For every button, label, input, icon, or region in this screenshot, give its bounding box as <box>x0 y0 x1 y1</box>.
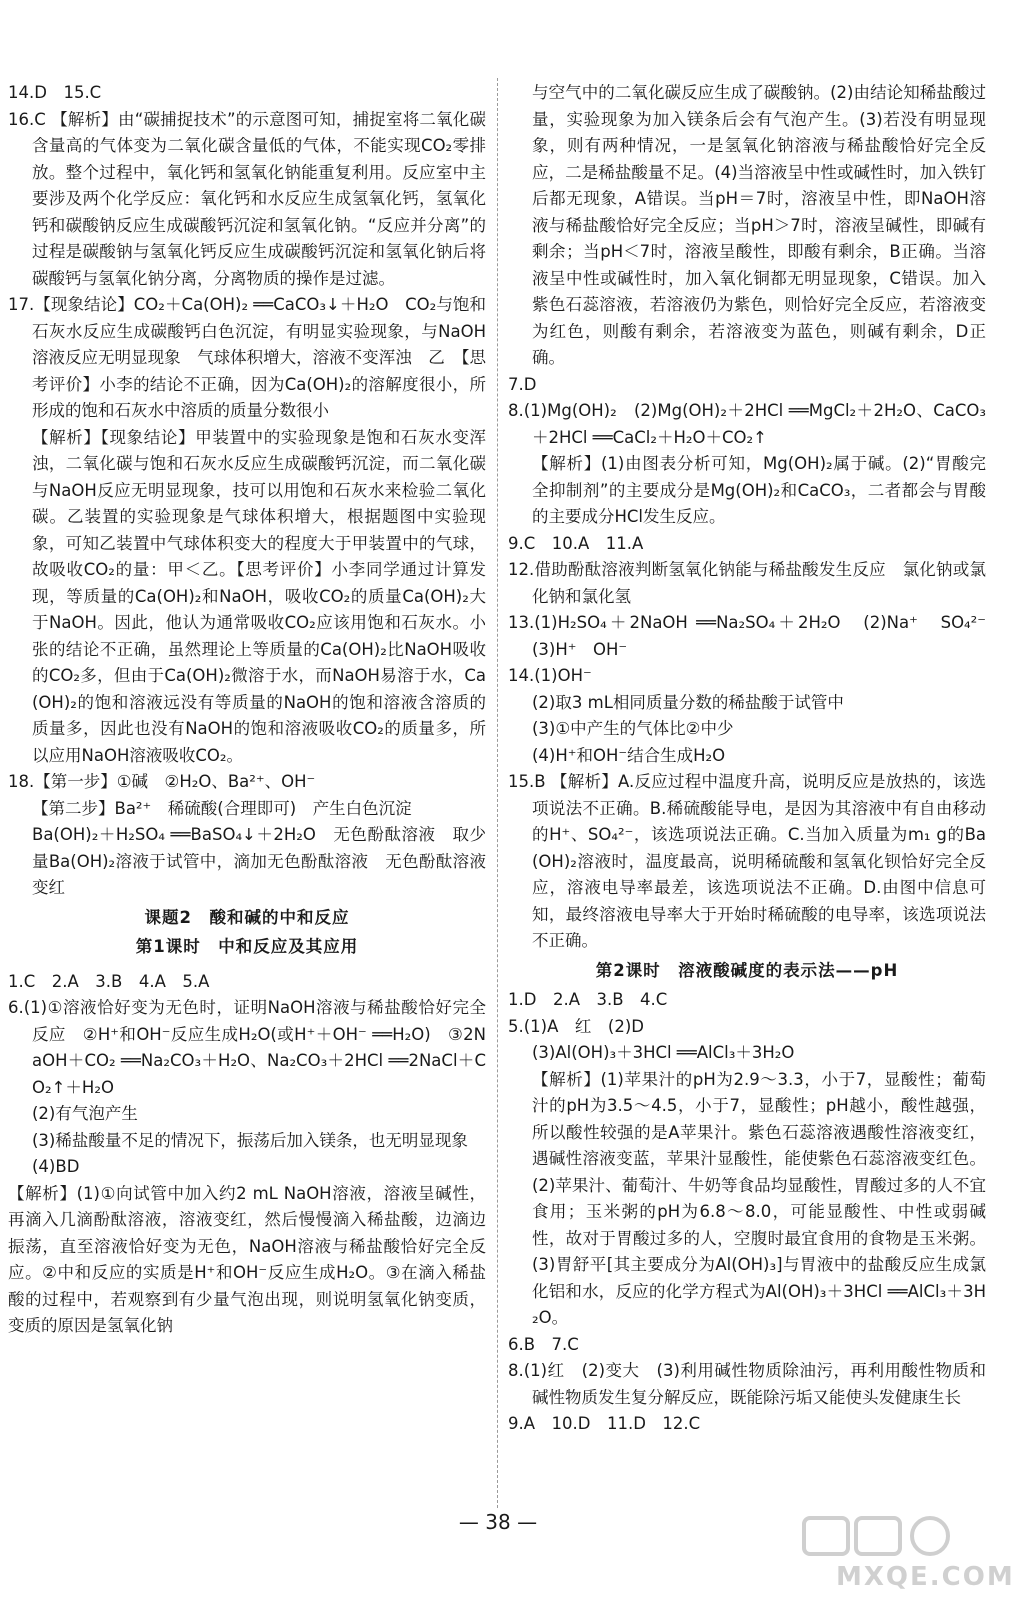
right-column-paragraph: 【解析】(1)苹果汁的pH为2.9～3.3，小于7，显酸性；葡萄汁的pH为3.5～4.5，小于7，显酸性；pH越小，酸性越强，所以酸性较强的是A苹果汁。紫色石蕊溶液遇酸性溶液变红，遇碱性溶液变蓝，苹果汁显酸性，能使紫色石蕊溶液变红色。(2)苹果汁、葡萄汁、牛奶等食品均显酸性，胃酸过多的人不宜食用；玉米粥的pH为6.8～8.0，可能显酸性、中性或弱碱性，故对于胃酸过多的人，空腹时最宜食用的食物是玉米粥。(3)胃舒平[其主要成分为Al(OH)₃]与胃液中的盐酸反应生成氯化铝和水，反应的化学方程式为Al(OH)₃＋3HCl ══AlCl₃＋3H₂O。 <box>532 1069 986 1327</box>
left-column-paragraph: (3)稀盐酸量不足的情况下，振荡后加入镁条，也无明显现象 <box>32 1130 468 1150</box>
left-column <box>8 80 486 1340</box>
right-column <box>508 80 1003 1438</box>
left-column-paragraph: 课题2 酸和碱的中和反应 <box>144 907 350 927</box>
right-column-paragraph: 7.D <box>508 374 537 394</box>
left-column-paragraph: 【解析】(1)①向试管中加入约2 mL NaOH溶液，溶液呈碱性，再滴入几滴酚酞溶液，溶液变红，然后慢慢滴入稀盐酸，边滴边振荡，直至溶液恰好变为无色，NaOH溶液与稀盐酸恰好完全反应。②中和反应的实质是H⁺和OH⁻反应生成H₂O。③在滴入稀盐酸的过程中，若观察到有少量气泡出现，则说明氢氧化钠变质，变质的原因是氢氧化钠 <box>8 1183 486 1335</box>
left-column-paragraph: 18.【第一步】①碱 ②H₂O、Ba²⁺、OH⁻ <box>8 772 316 791</box>
right-column-paragraph: 8.(1)红 (2)变大 (3)利用碱性物质除油污，再利用酸性物质和碱性物质发生复分解反应，既能除污垢又能使头发健康生长 <box>508 1361 986 1407</box>
left-column-paragraph: 1.C 2.A 3.B 4.A 5.A <box>8 971 210 991</box>
left-column-paragraph: 【解析】【现象结论】甲装置中的实验现象是饱和石灰水变浑浊，二氧化碳与饱和石灰水反应生成碳酸钙沉淀，而二氧化碳与NaOH反应无明显现象，技可以用饱和石灰水来检验二氧化碳。乙装置的实验现象是气球体积增大，根据题图中实验现象，可知乙装置中气球体积变大的程度大于甲装置中的气球，故吸收CO₂的量：甲＜乙。【思考评价】小李同学通过计算发现，等质量的Ca(OH)₂和NaOH，吸收CO₂的质量Ca(OH)₂大于NaOH。因此，他认为通常吸收CO₂应该用饱和石灰水。小张的结论不正确，虽然理论上等质量的Ca(OH)₂比NaOH吸收的CO₂多，但由于Ca(OH)₂微溶于水，而NaOH易溶于水，Ca(OH)₂的饱和溶液远没有等质量的NaOH的饱和溶液含溶质的质量多，因此也没有NaOH的饱和溶液吸收CO₂的质量多，所以应用NaOH溶液吸收CO₂。 <box>32 427 486 765</box>
left-column-paragraph: Ba(OH)₂＋H₂SO₄ ══BaSO₄↓＋2H₂O 无色酚酞溶液 取少量Ba(OH)₂溶液于试管中，滴加无色酚酞溶液 无色酚酞溶液变红 <box>32 825 486 897</box>
left-column-paragraph: 6.(1)①溶液恰好变为无色时，证明NaOH溶液与稀盐酸恰好完全反应 ②H⁺和OH⁻反应生成H₂O(或H⁺＋OH⁻ ══H₂O) ③2NaOH＋CO₂ ══Na₂CO₃＋H₂O、Na₂CO₃＋2HCl ══2NaCl＋CO₂↑＋H₂O <box>8 998 486 1097</box>
right-column-paragraph: 【解析】(1)由图表分析可知，Mg(OH)₂属于碱。(2)“胃酸完全抑制剂”的主要成分是Mg(OH)₂和CaCO₃，二者都会与胃酸的主要成分HCl发生反应。 <box>532 454 986 526</box>
right-column-paragraph: (3)Al(OH)₃＋3HCl ══AlCl₃＋3H₂O <box>532 1043 795 1062</box>
right-column-paragraph: 8.(1)Mg(OH)₂ (2)Mg(OH)₂＋2HCl ══MgCl₂＋2H₂O、CaCO₃＋2HCl ══CaCl₂＋H₂O＋CO₂↑ <box>508 401 986 447</box>
right-column-paragraph: 6.B 7.C <box>508 1334 579 1354</box>
right-column-paragraph: 12.借助酚酞溶液判断氢氧化钠能与稀盐酸发生反应 氯化钠或氯化钠和氯化氢 <box>508 560 986 606</box>
right-column-paragraph: 9.C 10.A 11.A <box>508 533 644 553</box>
right-column-paragraph: (3)①中产生的气体比②中少 <box>532 719 734 738</box>
right-column-paragraph: 与空气中的二氧化碳反应生成了碳酸钠。(2)由结论知稀盐酸过量，实验现象为加入镁条后会有气泡产生。(3)若没有明显现象，则有两种情况，一是氢氧化钠溶液与稀盐酸恰好完全反应，二是稀盐酸量不足。(4)当溶液呈中性或碱性时，加入铁钉后都无现象，A错误。当pH＝7时，溶液呈中性，即NaOH溶液与稀盐酸恰好完全反应；当pH＞7时，溶液呈碱性，即碱有剩余；当pH＜7时，溶液呈酸性，即酸有剩余，B正确。当溶液呈中性或碱性时，加入氧化铜都无明显现象，C错误。加入紫色石蕊溶液，若溶液仍为紫色，则恰好完全反应，若溶液变为红色，则酸有剩余，若溶液变为蓝色，则碱有剩余，D正确。 <box>532 83 986 367</box>
right-column-paragraph: 15.B 【解析】A.反应过程中温度升高，说明反应是放热的，该选项说法不正确。B.稀硫酸能导电，是因为其溶液中有自由移动的H⁺、SO₄²⁻，该选项说法正确。C.当加入质量为m₁ g的Ba(OH)₂溶液时，温度最高，说明稀硫酸和氢氧化钡恰好完全反应，溶液电导率最差，该选项说法不正确。D.由图中信息可知，最终溶液电导率大于开始时稀硫酸的电导率，该选项说法不正确。 <box>508 772 986 950</box>
right-column-paragraph: 13.(1)H₂SO₄＋2NaOH ══Na₂SO₄＋2H₂O (2)Na⁺ SO₄²⁻ (3)H⁺ OH⁻ <box>508 613 1003 659</box>
left-column-paragraph: (4)BD <box>32 1157 80 1176</box>
left-column-paragraph: 第1课时 中和反应及其应用 <box>135 937 359 956</box>
left-column-paragraph: (2)有气泡产生 <box>32 1104 138 1123</box>
right-column-paragraph: (2)取3 mL相同质量分数的稀盐酸于试管中 <box>532 692 844 712</box>
right-column-paragraph: 5.(1)A 红 (2)D <box>508 1016 644 1036</box>
watermark-text: MXQE.COM <box>836 1562 1015 1592</box>
left-column-paragraph: 17.【现象结论】CO₂＋Ca(OH)₂ ══CaCO₃↓＋H₂O CO₂与饱和石灰水反应生成碳酸钙白色沉淀，有明显实验现象，与NaOH溶液反应无明显现象 气球体积增大，溶液不变浑浊 乙 【思考评价】小李的结论不正确，因为Ca(OH)₂的溶解度很小，所形成的饱和石灰水中溶质的质量分数很小 <box>8 295 486 420</box>
left-column-paragraph: 【第二步】Ba²⁺ 稀硫酸(合理即可) 产生白色沉淀 <box>32 798 412 818</box>
right-column-paragraph: 第2课时 溶液酸碱度的表示法——pH <box>595 960 899 980</box>
left-column-paragraph: 16.C 【解析】由“碳捕捉技术”的示意图可知，捕捉室将二氧化碳含量高的气体变为二氧化碳含量低的气体，不能实现CO₂零排放。整个过程中，氧化钙和氢氧化钠能重复利用。反应室中主要涉及两个化学反应：氧化钙和水反应生成氢氧化钙，氢氧化钙和碳酸钠反应生成碳酸钙沉淀和氢氧化钠。“反应并分离”的过程是碳酸钠与氢氧化钙反应生成碳酸钙沉淀和氢氧化钠后将碳酸钙与氢氧化钠分离，分离物质的操作是过滤。 <box>8 109 486 288</box>
column-divider <box>497 78 498 1508</box>
left-column-paragraph: 14.D 15.C <box>8 83 102 102</box>
right-column-paragraph: 14.(1)OH⁻ <box>508 666 592 685</box>
right-column-paragraph: (4)H⁺和OH⁻结合生成H₂O <box>532 745 726 765</box>
page-number: — 38 — <box>458 1510 538 1534</box>
right-column-paragraph: 9.A 10.D 11.D 12.C <box>508 1414 701 1433</box>
right-column-paragraph: 1.D 2.A 3.B 4.C <box>508 990 668 1009</box>
